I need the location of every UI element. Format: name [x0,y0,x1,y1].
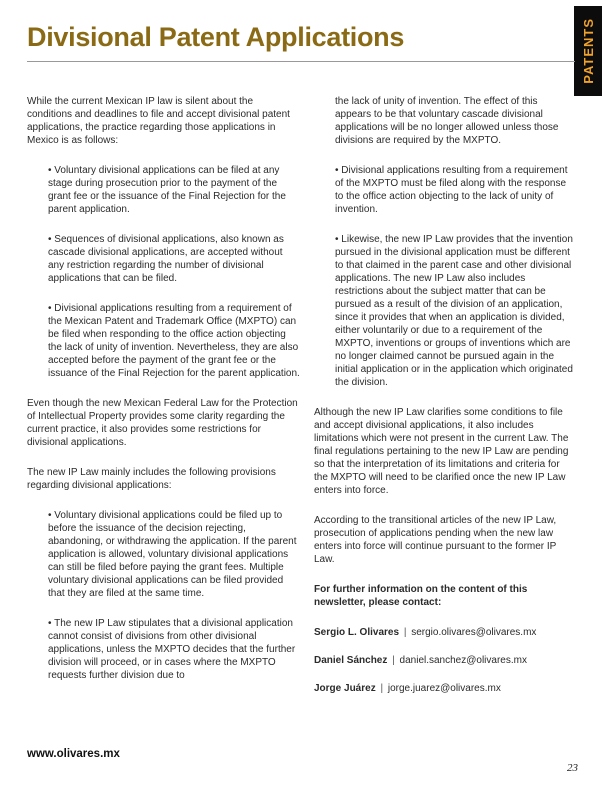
contact-separator: | [392,655,395,666]
contact-name: Daniel Sánchez [314,655,388,666]
patents-tab-label: PATENTS [580,18,596,84]
contact-name: Jorge Juárez [314,683,376,694]
contact-row [314,682,576,695]
page-title: Divisional Patent Applications [27,22,405,52]
paragraph: Although the new IP Law clarifies some conditions to file and accept divisional applications, it also includes limitations which were not present in the current Law. The final regulations pertaining to the new IP Law are pending so that the interpretation of its limitations and criteria for the MXPTO will need to be clarified once the new IP Law enters into force. [314,407,569,496]
paragraph-continuation: the lack of unity of invention. The effect of this appears to be that voluntary cascade divisional applications will be no longer allowed unless those divisions are required by the MXPTO. [335,96,559,146]
paragraph: Even though the new Mexican Federal Law for the Protection of Intellectual Property provides some clarity regarding the current practice, it also provides some restrictions for divisional applications. [27,398,298,448]
contact-email: daniel.sanchez@olivares.mx [399,655,527,666]
contact-separator: | [403,627,407,638]
contact-separator: | [380,683,384,694]
page-number: 23 [567,762,578,774]
website-url: www.olivares.mx [27,748,120,760]
bullet-item: • Divisional applications resulting from a requirement of the Mexican Patent and Trademark Office (MXPTO) can be filed when responding to the office action objecting the lack of unity of invention. Nevertheless, they are also accepted before the payment of the grant fee or the issuance of the Final Rejection for the parent application. [48,303,300,379]
bullet-item: • Likewise, the new IP Law provides that the invention pursued in the divisional application must be different to that claimed in the parent case and other divisional applications. The new IP Law also includes restrictions about the subject matter that can be pursued as a result of the division of an application, since it provides that when an application is divided, either voluntarily or due to a requirement of the MXPTO, inventions or groups of inventions which are no longer claimed cannot be pursued again in the initial application or in the application which originated the division. [335,234,573,388]
contact-row [314,626,576,639]
paragraph: The new IP Law mainly includes the following provisions regarding divisional applications: [27,467,276,491]
paragraph: According to the transitional articles of the new IP Law, prosecution of applications pending when the new law enters into force will continue pursuant to the former IP Law. [314,515,557,565]
patents-tab [574,6,602,96]
contact-name: Sergio L. Olivares [314,627,400,638]
article-body [27,95,576,710]
bullet-item: • Sequences of divisional applications, also known as cascade divisional applications, are accepted without any restriction regarding the number of divisional applications that can be filed. [48,234,284,284]
paragraph-intro: While the current Mexican IP law is silent about the conditions and deadlines to file and accept divisional patent applications, the practice regarding those applications in Mexico is as follows: [27,96,290,146]
right-column [314,95,576,710]
title-divider [27,61,575,62]
left-column [27,95,300,710]
bullet-item: • Divisional applications resulting from a requirement of the MXPTO must be filed along with the response to the office action objecting to the lack of unity of invention. [335,165,568,215]
bullet-item: • The new IP Law stipulates that a divisional application cannot consist of divisions from other divisional applications, unless the MXPTO decides that the further division will proceed, or in cases where the MXPTO requests further division due to [48,618,296,681]
contact-heading: For further information on the content of this newsletter, please contact: [314,584,528,608]
bullet-item: • Voluntary divisional applications could be filed up to before the issuance of the decision rejecting, abandoning, or withdrawing the application. If the parent application is allowed, voluntary divisional applications can still be filed before paying the grant fees. Multiple voluntary divisional applications can be filed provided that they are filed at the same time. [48,510,297,599]
contact-row [314,654,576,667]
bullet-item: • Voluntary divisional applications can be filed at any stage during prosecution prior to the payment of the grant fee or the issuance of the Final Rejection for the parent application. [48,165,286,215]
contact-email: sergio.olivares@olivares.mx [411,627,537,638]
contact-email: jorge.juarez@olivares.mx [387,683,501,694]
